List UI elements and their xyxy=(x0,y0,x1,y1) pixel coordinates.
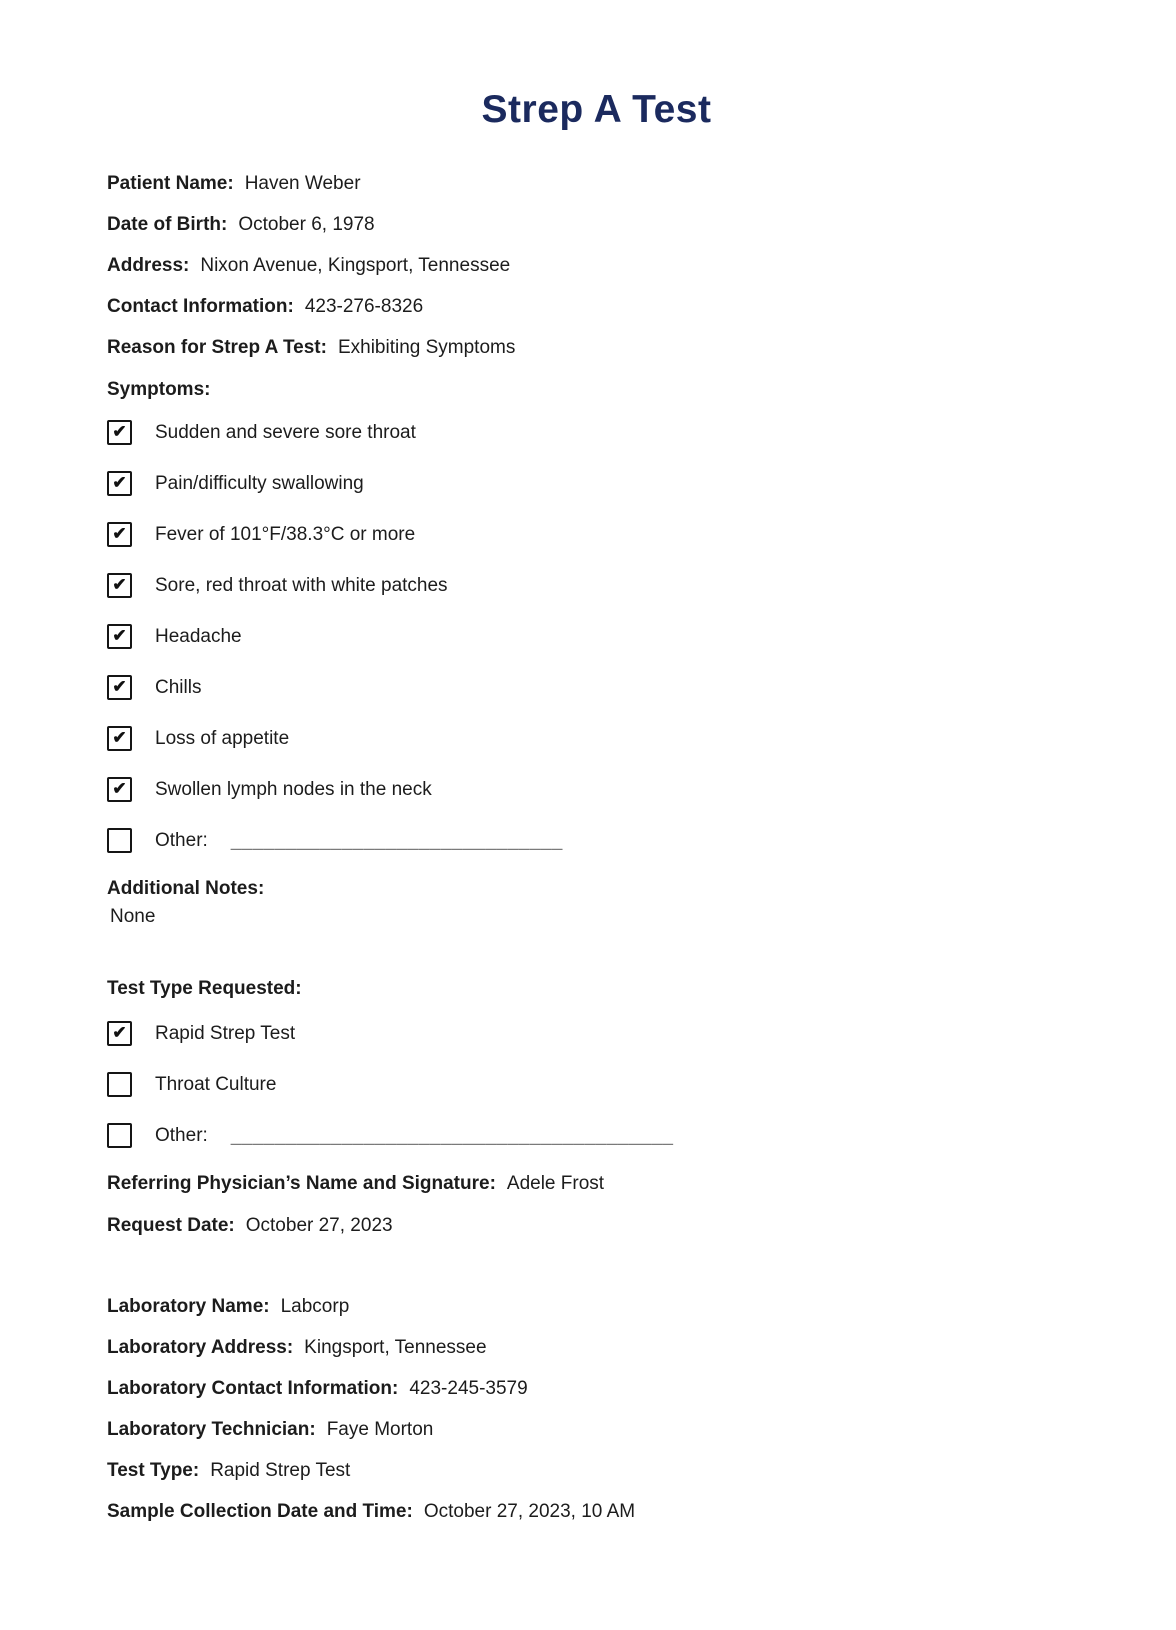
laboratory-contact-row xyxy=(107,1379,1086,1399)
test-type-item-rapid xyxy=(107,1021,1086,1046)
symptoms-heading: Symptoms: xyxy=(107,379,211,400)
laboratory-name-row xyxy=(107,1297,1086,1317)
patient-name-row xyxy=(107,174,1086,194)
test-type-item-other xyxy=(107,1123,1086,1148)
laboratory-technician-row xyxy=(107,1420,1086,1440)
check-mark-icon: ✔ xyxy=(112,473,127,492)
checkbox-checked-icon[interactable] xyxy=(107,1021,132,1046)
symptoms-section xyxy=(107,380,1086,853)
test-type-label: Other: xyxy=(155,1124,208,1146)
field-label: Date of Birth: xyxy=(107,214,228,235)
symptom-item-fever xyxy=(107,522,1086,547)
field-label: Contact Information: xyxy=(107,296,294,317)
symptom-label: Other: xyxy=(155,829,208,851)
checkbox-checked-icon[interactable] xyxy=(107,522,132,547)
field-label: Laboratory Name: xyxy=(107,1296,270,1317)
additional-notes-value: None xyxy=(110,906,156,927)
test-type-heading: Test Type Requested: xyxy=(107,978,302,999)
laboratory-section xyxy=(107,1297,1086,1522)
check-mark-icon: ✔ xyxy=(112,524,127,543)
reason-for-test-row xyxy=(107,338,1086,358)
additional-notes-heading: Additional Notes: xyxy=(107,878,265,899)
field-label: Address: xyxy=(107,255,190,276)
field-value: Nixon Avenue, Kingsport, Tennessee xyxy=(200,255,511,276)
request-date-row xyxy=(107,1216,1086,1236)
symptom-label: Sore, red throat with white patches xyxy=(155,574,448,596)
test-type-label: Rapid Strep Test xyxy=(155,1022,296,1044)
symptom-label: Chills xyxy=(155,676,202,698)
field-label: Test Type: xyxy=(107,1460,200,1481)
checkbox-checked-icon[interactable] xyxy=(107,675,132,700)
symptom-label: Pain/difficulty swallowing xyxy=(155,472,364,494)
symptom-item-chills xyxy=(107,675,1086,700)
checkbox-checked-icon[interactable] xyxy=(107,624,132,649)
check-mark-icon: ✔ xyxy=(112,626,127,645)
symptom-item-swallowing xyxy=(107,471,1086,496)
laboratory-address-row xyxy=(107,1338,1086,1358)
field-label: Patient Name: xyxy=(107,173,234,194)
check-mark-icon: ✔ xyxy=(112,1023,127,1042)
field-label: Reason for Strep A Test: xyxy=(107,337,327,358)
symptom-item-white-patches xyxy=(107,573,1086,598)
additional-notes-section xyxy=(107,879,1086,927)
field-value: October 27, 2023, 10 AM xyxy=(423,1501,636,1522)
checkbox-unchecked-icon[interactable] xyxy=(107,1072,132,1097)
check-mark-icon: ✔ xyxy=(112,422,127,441)
patient-info-section xyxy=(107,174,1086,358)
check-mark-icon: ✔ xyxy=(112,677,127,696)
sample-collection-row xyxy=(107,1502,1086,1522)
symptom-item-lymph-nodes xyxy=(107,777,1086,802)
symptom-label: Fever of 101°F/38.3°C or more xyxy=(155,523,416,545)
check-mark-icon: ✔ xyxy=(112,728,127,747)
contact-information-row xyxy=(107,297,1086,317)
field-value: 423-276-8326 xyxy=(304,296,424,317)
symptoms-checklist xyxy=(107,420,1086,853)
checkbox-checked-icon[interactable] xyxy=(107,420,132,445)
field-value: Adele Frost xyxy=(506,1173,605,1194)
field-value: Exhibiting Symptoms xyxy=(337,337,516,358)
check-mark-icon: ✔ xyxy=(112,575,127,594)
field-label: Laboratory Address: xyxy=(107,1337,294,1358)
symptom-label: Headache xyxy=(155,625,242,647)
date-of-birth-row xyxy=(107,215,1086,235)
symptom-item-headache xyxy=(107,624,1086,649)
test-type-row xyxy=(107,1461,1086,1481)
symptom-item-other xyxy=(107,828,1086,853)
field-label: Referring Physician’s Name and Signature: xyxy=(107,1173,496,1194)
field-label: Laboratory Technician: xyxy=(107,1419,316,1440)
checkbox-unchecked-icon[interactable] xyxy=(107,828,132,853)
symptom-label: Loss of appetite xyxy=(155,727,290,749)
checkbox-checked-icon[interactable] xyxy=(107,726,132,751)
test-type-requested-section xyxy=(107,979,1086,1148)
check-mark-icon: ✔ xyxy=(112,779,127,798)
field-value: Haven Weber xyxy=(244,173,361,194)
field-label: Request Date: xyxy=(107,1215,235,1236)
physician-section xyxy=(107,1174,1086,1236)
symptom-item-sore-throat xyxy=(107,420,1086,445)
field-value: Faye Morton xyxy=(326,1419,434,1440)
field-value: 423-245-3579 xyxy=(409,1378,528,1399)
page-title: Strep A Test xyxy=(481,88,712,131)
checkbox-checked-icon[interactable] xyxy=(107,777,132,802)
checkbox-checked-icon[interactable] xyxy=(107,573,132,598)
test-type-label: Throat Culture xyxy=(155,1073,277,1095)
field-value: Labcorp xyxy=(280,1296,350,1317)
other-blank-line[interactable]: ________________________________________ xyxy=(230,1124,674,1146)
field-value: Rapid Strep Test xyxy=(210,1460,351,1481)
referring-physician-row xyxy=(107,1174,1086,1194)
symptom-label: Sudden and severe sore throat xyxy=(155,421,416,443)
checkbox-checked-icon[interactable] xyxy=(107,471,132,496)
field-label: Laboratory Contact Information: xyxy=(107,1378,399,1399)
checkbox-unchecked-icon[interactable] xyxy=(107,1123,132,1148)
address-row xyxy=(107,256,1086,276)
symptom-item-appetite xyxy=(107,726,1086,751)
other-blank-line[interactable]: ______________________________ xyxy=(230,829,563,851)
field-value: October 6, 1978 xyxy=(238,214,375,235)
field-value: Kingsport, Tennessee xyxy=(304,1337,487,1358)
test-type-item-throat-culture xyxy=(107,1072,1086,1097)
symptom-label: Swollen lymph nodes in the neck xyxy=(155,778,432,800)
test-type-checklist xyxy=(107,1021,1086,1148)
field-value: October 27, 2023 xyxy=(245,1215,393,1236)
field-label: Sample Collection Date and Time: xyxy=(107,1501,413,1522)
